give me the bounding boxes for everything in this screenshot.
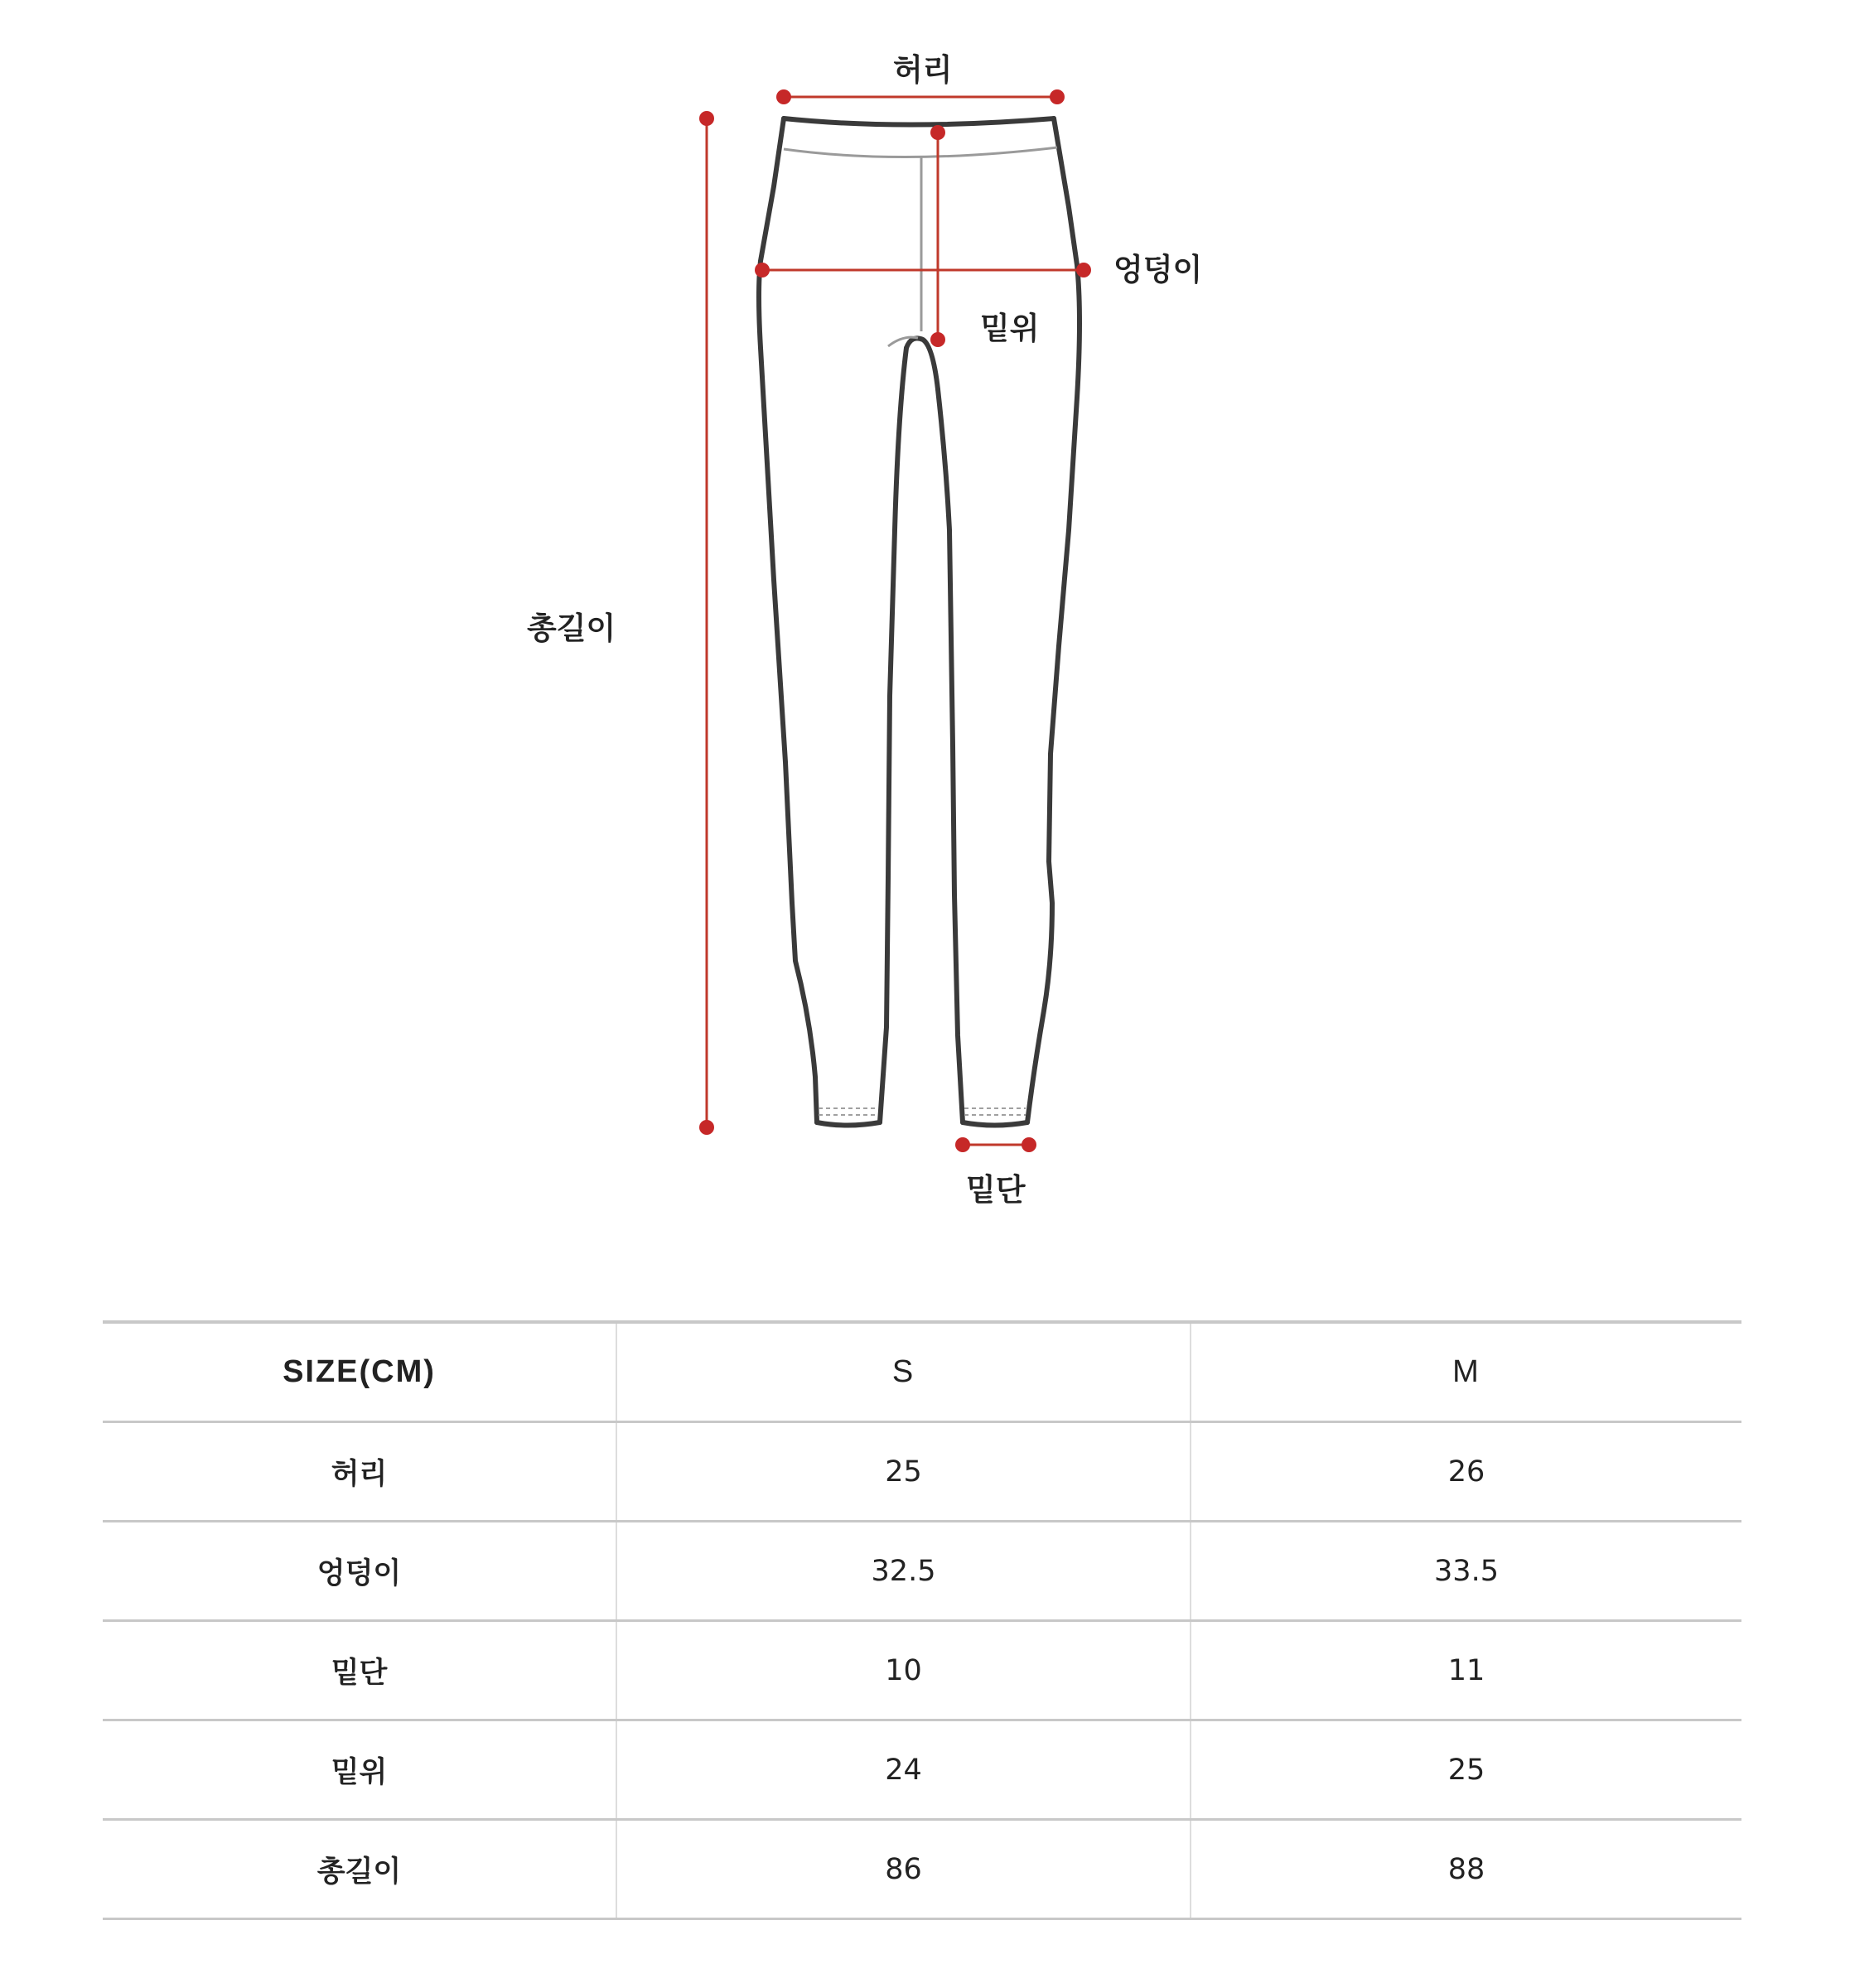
table-row [103, 1820, 1741, 1919]
cell-value: 88 [1191, 1820, 1741, 1919]
hip-label: 엉덩이 [1113, 252, 1203, 287]
measure-points [699, 89, 1091, 1152]
rise-label: 밑위 [980, 311, 1040, 346]
cell-value: 25 [1191, 1720, 1741, 1820]
hem-right-point [1022, 1137, 1036, 1152]
size-table [103, 1320, 1741, 1920]
waist-right-point [1050, 89, 1065, 104]
hem-label: 밑단 [966, 1172, 1026, 1208]
row-label: 엉덩이 [103, 1522, 616, 1621]
cell-value: 86 [616, 1820, 1191, 1919]
table-row [103, 1621, 1741, 1720]
row-label: 허리 [103, 1422, 616, 1522]
cell-value: 10 [616, 1621, 1191, 1720]
table-header-row [103, 1322, 1741, 1422]
header-cell-s: S [616, 1322, 1191, 1422]
waist-left-point [776, 89, 791, 104]
cell-value: 26 [1191, 1422, 1741, 1522]
cell-value: 33.5 [1191, 1522, 1741, 1621]
row-label: 총길이 [103, 1820, 616, 1919]
table-row [103, 1422, 1741, 1522]
hip-left-point [755, 263, 770, 277]
waist-label: 허리 [893, 52, 953, 88]
row-label: 밑위 [103, 1720, 616, 1820]
table-row [103, 1720, 1741, 1820]
length-top-point [699, 111, 714, 126]
cell-value: 25 [616, 1422, 1191, 1522]
rise-top-point [930, 125, 945, 140]
hem-stitching [819, 1108, 1026, 1115]
rise-bottom-point [930, 332, 945, 347]
cell-value: 32.5 [616, 1522, 1191, 1621]
hem-left-point [955, 1137, 970, 1152]
hip-right-point [1076, 263, 1091, 277]
cell-value: 11 [1191, 1621, 1741, 1720]
length-bottom-point [699, 1120, 714, 1135]
cell-value: 24 [616, 1720, 1191, 1820]
row-label: 밑단 [103, 1621, 616, 1720]
header-cell-m: M [1191, 1322, 1741, 1422]
table-row [103, 1522, 1741, 1621]
total-length-label: 총길이 [527, 610, 616, 646]
header-cell-size: SIZE(CM) [103, 1322, 616, 1422]
